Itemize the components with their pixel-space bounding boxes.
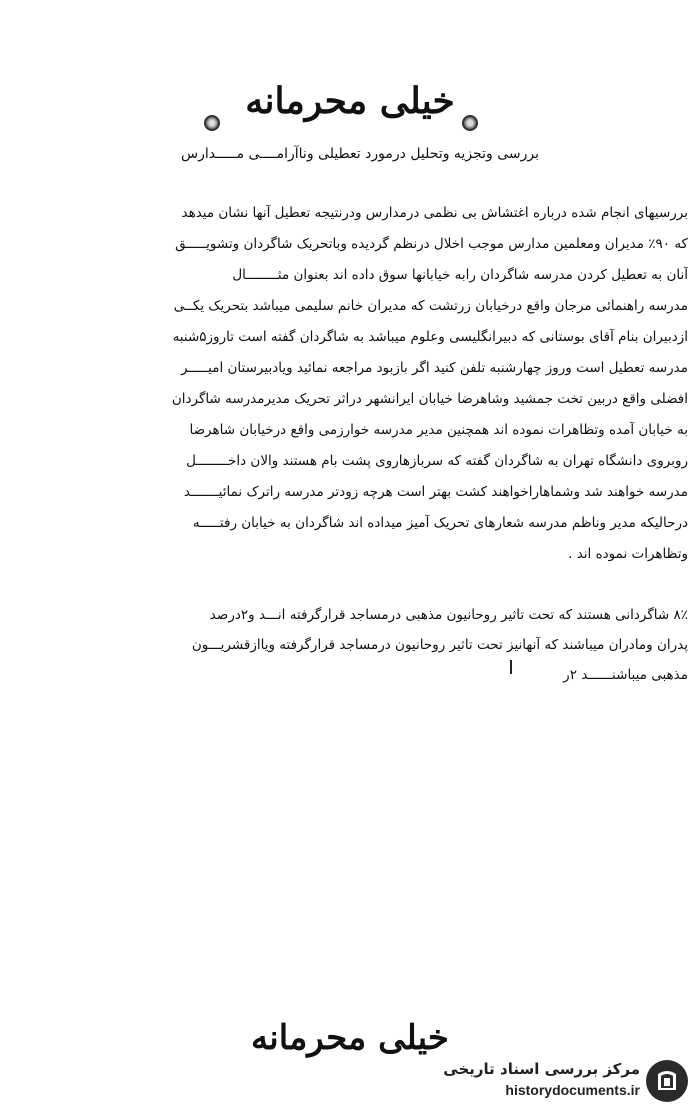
watermark-logo: [402, 1058, 694, 1106]
punch-hole-right: [462, 115, 478, 131]
punch-hole-left: [204, 115, 220, 131]
text-line: آنان به تعطیل کردن مدرسه شاگردان رابه خیابانها سوق داده اند بعنوان مثــــــــال: [232, 267, 688, 283]
text-line: درحالیکه مدیر وناظم مدرسه شعارهای تحریک آمیز میداده اند شاگردان به خیابان رفتـــــه: [192, 515, 688, 531]
watermark-org-name: مرکز بررسی اسناد تاریخی: [443, 1060, 640, 1078]
text-line: به خیابان آمده وتظاهرات نموده اند همچنین مدیر مدرسه خوارزمی واقع درخیابان شاهرضا: [189, 422, 688, 438]
handwritten-stroke: [510, 660, 512, 674]
watermark-url[interactable]: historydocuments.ir: [505, 1082, 640, 1098]
text-line: وتظاهرات نموده اند .: [568, 546, 688, 562]
text-line: مدرسه خواهند شد وشماهاراخواهند کشت بهتر است هرچه زودتر مدرسه راترک نمائیـــــــد: [183, 484, 688, 500]
text-line: ۸٪ شاگردانی هستند که تحت تاثیر روحانیون مذهبی درمساجد قرارگرفته انـــد و۲درصد: [209, 607, 688, 623]
archive-logo-icon: [644, 1058, 690, 1104]
paragraph-1: [78, 198, 688, 570]
text-line: پدران ومادران میباشند که آنهانیز تحت تاثیر روحانیون درمساجد قرارگرفته ویاازقشریـــون: [191, 637, 688, 653]
text-line: مذهبی میباشنــــــد ۲ر: [563, 667, 688, 683]
footer-classification-title: خیلی محرمانه: [251, 1018, 449, 1058]
text-line: مدرسه راهنمائی مرجان واقع درخیابان زرتشت که مدیران خانم سلیمی میباشد بتحریک یکــی: [173, 298, 688, 314]
text-line: ازدبیران بنام آقای بوستانی که دبیرانگلیسی وعلوم میباشد به شاگردان گفته است تاروز۵شنبه: [172, 329, 688, 345]
text-line: افضلی واقع دربین تخت جمشید وشاهرضا خیابان ایرانشهر دراثر تحریک مدیرمدرسه شاگردان: [171, 391, 688, 407]
text-line: بررسیهای انجام شده درباره اغتشاش بی نظمی درمدارس ودرنتیجه تعطیل آنها نشان میدهد: [181, 205, 688, 221]
text-line: روبروی دانشگاه تهران به شاگردان گفته که سربازهاروی پشت بام هستند والان داخــــــــل: [186, 453, 688, 469]
paragraph-2: [78, 600, 688, 690]
header-classification-title: خیلی محرمانه: [245, 80, 455, 122]
text-line: مدرسه تعطیل است وروز چهارشنبه تلفن کنید اگر بازبود مراجعه نمائید ویادبیرستان امیـــــر: [180, 360, 688, 376]
document-subtitle: بررسی وتجزیه وتحلیل درمورد تعطیلی وناآرامــــی مـــــدارس: [181, 146, 539, 162]
text-line: که ۹۰٪ مدیران ومعلمین مدارس موجب اخلال درنظم گردیده وباتحریک شاگردان وتشویـــــق: [175, 236, 688, 252]
